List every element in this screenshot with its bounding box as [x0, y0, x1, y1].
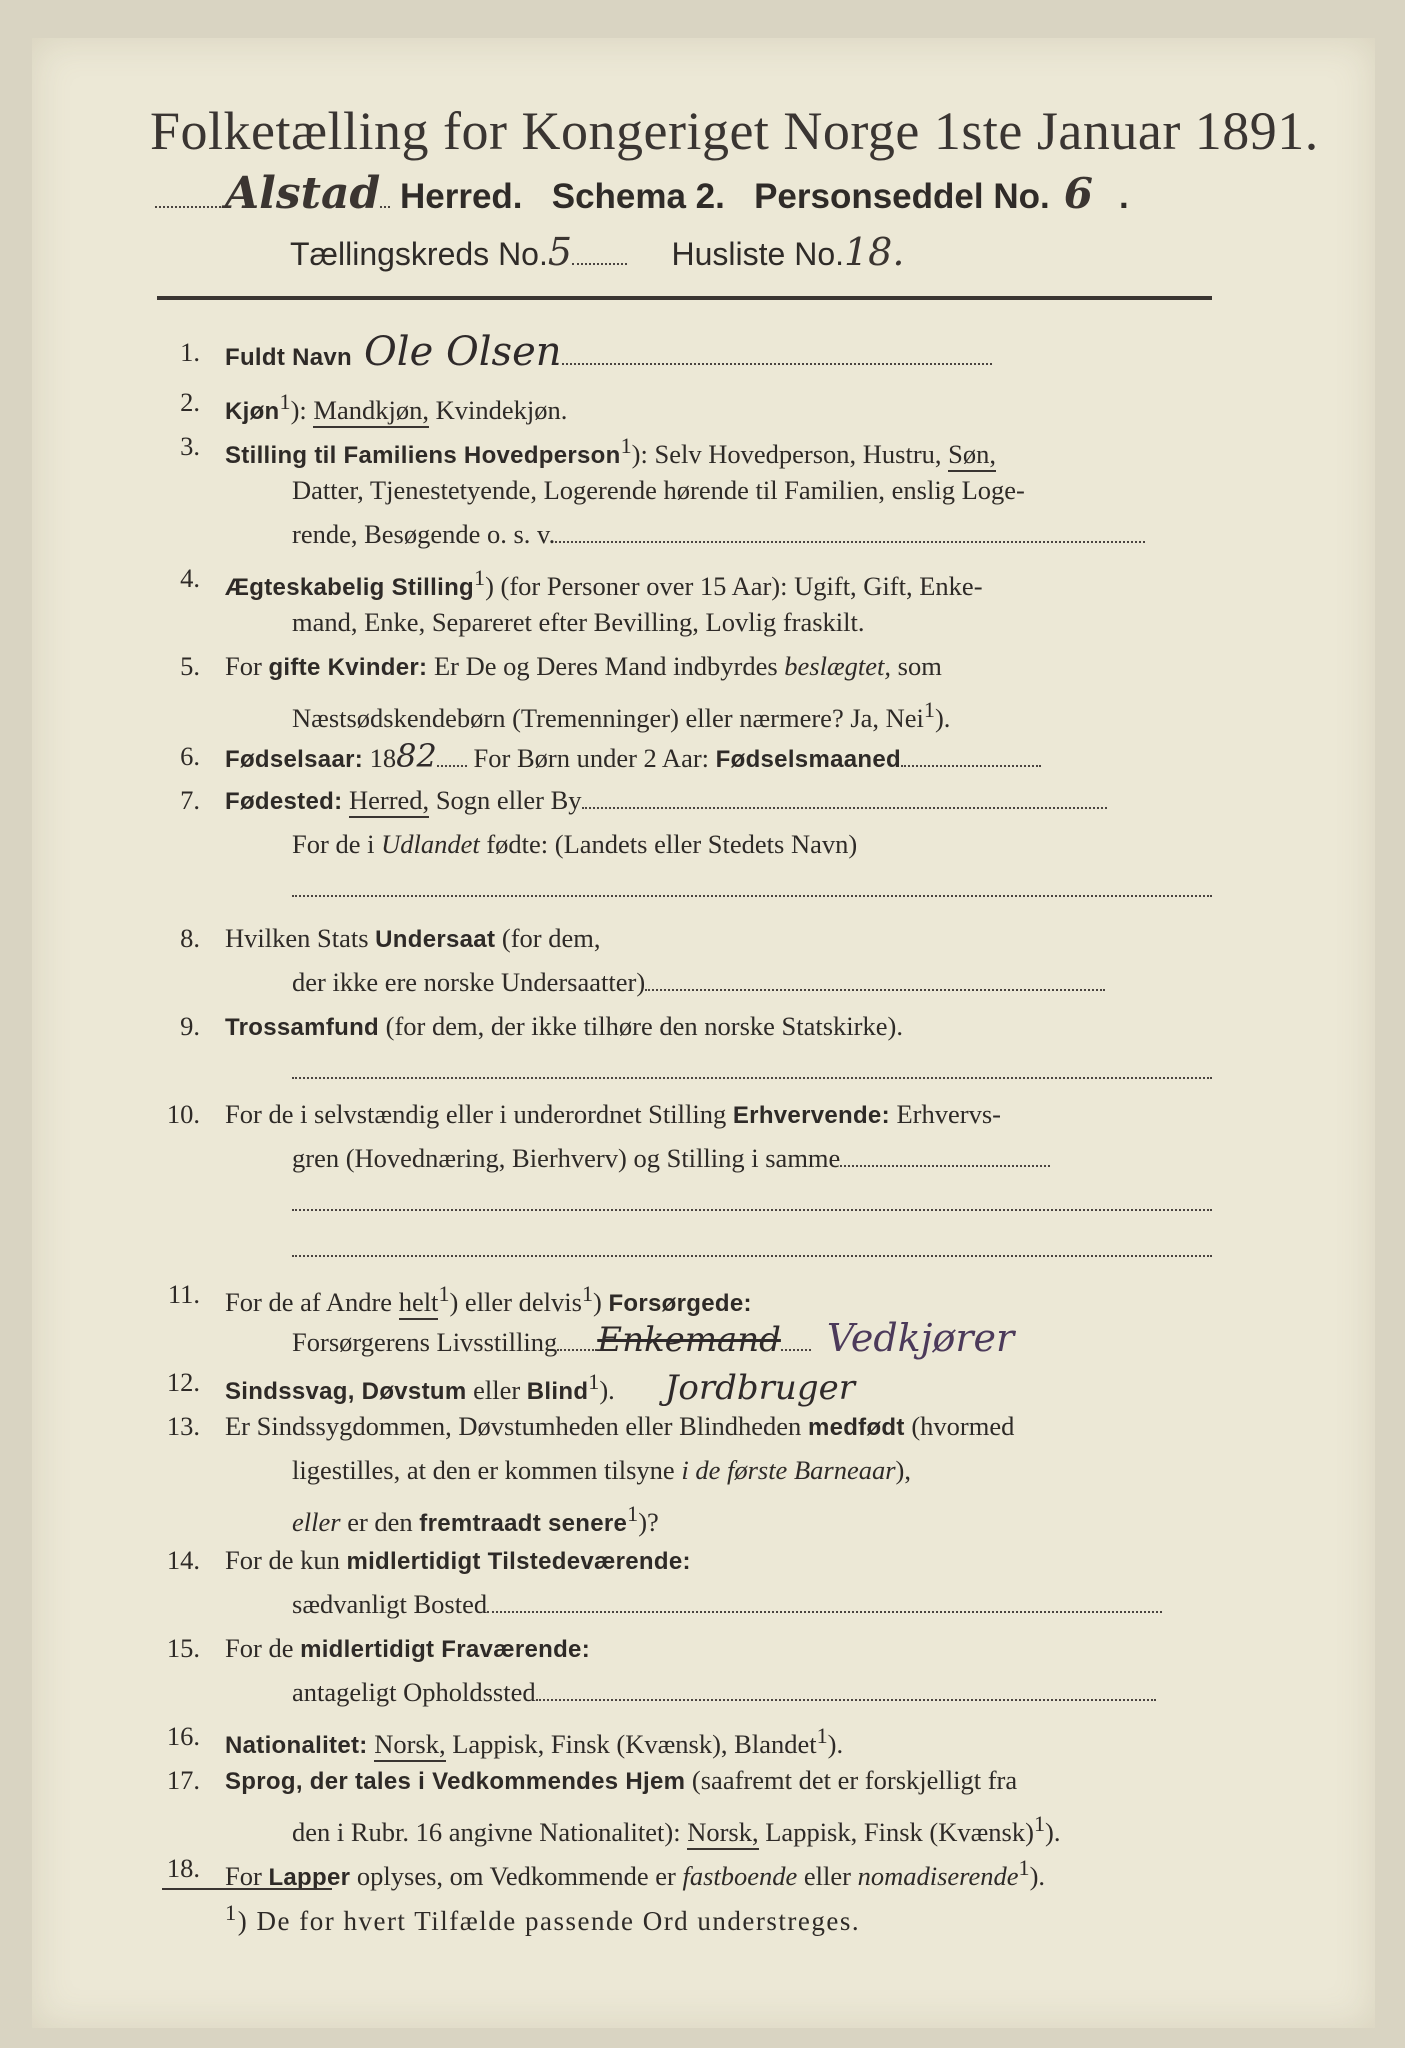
- footnote-rule: [162, 1888, 332, 1890]
- item-number: 11.: [167, 1279, 200, 1309]
- item-number: 13.: [166, 1411, 200, 1441]
- item-text: (for dem,: [495, 923, 601, 953]
- footnote-mark: 1: [620, 433, 632, 458]
- item-number: 1.: [180, 337, 200, 367]
- item-text: Er De og Deres Mand indbyrdes: [427, 651, 785, 681]
- item-label: midlertidigt Fraværende:: [300, 1636, 590, 1663]
- header-rule: [157, 296, 1212, 300]
- item-number: 10.: [166, 1099, 200, 1129]
- item-label: Fødselsaar:: [225, 746, 364, 773]
- dotted-fill: [901, 755, 1041, 767]
- item-number: 17.: [166, 1765, 200, 1795]
- dotted-fill: [292, 1245, 1212, 1257]
- item-text: For de kun: [225, 1545, 347, 1575]
- item-label: Trossamfund: [225, 1014, 379, 1041]
- option-underlined: Norsk,: [374, 1729, 445, 1762]
- item-text: Hvilken Stats: [225, 923, 376, 953]
- dotted-fill: [840, 1155, 1050, 1167]
- footnote-mark: 1: [279, 389, 291, 414]
- item-label: Sindssvag, Døvstum: [225, 1377, 467, 1405]
- dotted-fill: [781, 1339, 811, 1351]
- name-value: Ole Olsen: [364, 329, 562, 375]
- item-text: som: [891, 651, 942, 681]
- item-number: 16.: [166, 1721, 200, 1751]
- item-label: Stilling til Familiens Hovedperson: [225, 441, 621, 469]
- item-number: 15.: [166, 1633, 200, 1663]
- item-label: fremtraadt senere: [419, 1509, 628, 1537]
- item-text: der ikke ere norske Undersaatter): [292, 967, 646, 997]
- footnote: [225, 1900, 860, 1937]
- item-label: Fødselsmaaned: [715, 746, 901, 773]
- item-text: For Børn under 2 Aar:: [466, 743, 716, 773]
- item-text: Sogn eller By: [429, 785, 582, 815]
- item-text: (saafremt det er forskjelligt fra: [685, 1765, 1018, 1795]
- item-number: 18.: [166, 1853, 200, 1883]
- item-text: For: [225, 651, 269, 681]
- item-label: gifte Kvinder:: [268, 654, 428, 681]
- item-text: Er Sindssygdommen, Døvstumheden eller Blindheden: [225, 1411, 808, 1441]
- dotted-fill: [572, 263, 627, 265]
- footnote-mark: 1: [581, 1281, 593, 1306]
- herred-value: Alstad: [225, 168, 381, 219]
- item-text: For: [225, 1860, 269, 1891]
- birth-year-value: 82: [396, 737, 437, 775]
- dotted-fill: [437, 755, 467, 767]
- provider-occupation-value: Vedkjører: [826, 1316, 1015, 1360]
- dotted-fill: [292, 1199, 1212, 1211]
- option-underlined: Norsk,: [687, 1817, 758, 1850]
- item-text: ).: [827, 1728, 844, 1759]
- struck-value: Enkemand: [597, 1320, 781, 1360]
- item-text: Kvindekjøn.: [428, 394, 568, 425]
- item-number: 2.: [180, 387, 200, 417]
- option-underlined: Søn,: [948, 439, 996, 472]
- item-text: mand, Enke, Separeret efter Bevilling, Lovlig fraskilt.: [292, 607, 865, 637]
- item-text: fødte: (Landets eller Stedets Navn): [479, 829, 858, 859]
- footnote-mark: 1: [588, 1369, 600, 1394]
- item-italic: eller: [292, 1506, 341, 1537]
- item-text: er den: [340, 1506, 420, 1537]
- item-text: Forsørgerens Livsstilling: [292, 1327, 558, 1357]
- husliste-label: Husliste No.: [671, 236, 844, 272]
- dotted-fill: [645, 979, 1105, 991]
- herred-label: Herred.: [399, 177, 523, 216]
- dotted-fill: [557, 1339, 597, 1351]
- item-label: Fødested:: [225, 788, 343, 815]
- husliste-value: 18.: [844, 230, 905, 274]
- item-label: midlertidigt Tilstedeværende:: [346, 1548, 691, 1575]
- item-text: For de: [225, 1633, 301, 1663]
- item-text: ).: [934, 702, 951, 733]
- item-text: ).: [1045, 1816, 1061, 1847]
- dotted-fill: [292, 1067, 1212, 1079]
- header-line-kreds: [290, 230, 1190, 280]
- footnote-mark: 1: [1033, 1811, 1045, 1836]
- item-italic: i de første Barneaar: [681, 1455, 896, 1485]
- item-text: gren (Hovednæring, Bierhverv) og Stilling i samme: [292, 1143, 841, 1173]
- item-label: Nationalitet:: [225, 1731, 368, 1759]
- item-italic: beslægtet,: [784, 651, 891, 681]
- item-text: ligestilles, at den er kommen tilsyne: [292, 1455, 682, 1485]
- item-number: 7.: [180, 785, 200, 815]
- item-text: For de i: [292, 829, 382, 859]
- footnote-mark: 1: [1018, 1855, 1030, 1880]
- item-text: 18: [363, 743, 397, 773]
- item-text: Lappisk, Finsk (Kvænsk): [758, 1816, 1034, 1847]
- item-text: Næstsødskendebørn (Tremenninger) eller nærmere? Ja, Nei: [292, 702, 924, 733]
- item-italic: fastboende: [682, 1860, 798, 1891]
- item-text: sædvanligt Bosted: [292, 1589, 488, 1619]
- occupation-value: Jordbruger: [664, 1367, 855, 1408]
- item-text: ) eller delvis: [449, 1286, 582, 1317]
- dotted-fill: [292, 885, 1212, 897]
- item-text: eller: [466, 1374, 527, 1405]
- item-text: For de af Andre: [225, 1286, 399, 1317]
- dotted-fill: [487, 1601, 1162, 1613]
- item-text: ): [592, 1286, 609, 1317]
- item-number: 4.: [180, 563, 200, 593]
- item-text: den i Rubr. 16 angivne Nationalitet):: [292, 1816, 688, 1847]
- item-label: medfødt: [807, 1414, 905, 1441]
- footnote-mark: 1: [816, 1723, 828, 1748]
- item-number: 5.: [180, 651, 200, 681]
- item-text: :: [299, 394, 314, 425]
- item-text: rende, Besøgende o. s. v.: [292, 519, 556, 549]
- schema-label: Schema 2.: [551, 177, 725, 216]
- item-text: (for dem, der ikke tilhøre den norske Statskirke).: [379, 1011, 903, 1041]
- item-label: Erhvervende:: [732, 1102, 890, 1129]
- item-text: ) (for Personer over 15 Aar): Ugift, Gift, Enke-: [485, 570, 983, 601]
- item-number: 3.: [180, 431, 200, 461]
- personseddel-label: Personseddel No.: [754, 177, 1050, 216]
- item-label: Fuldt Navn: [225, 344, 352, 371]
- item-number: 14.: [166, 1545, 200, 1575]
- footnote-mark: 1: [438, 1281, 450, 1306]
- personseddel-value: 6: [1063, 169, 1093, 218]
- dotted-fill: [555, 531, 1145, 543]
- item-label: Sprog, der tales i Vedkommendes Hjem: [225, 1768, 686, 1795]
- item-label: Ægteskabelig Stilling: [225, 573, 475, 601]
- item-text: )?: [638, 1506, 659, 1537]
- dotted-fill: [155, 206, 225, 208]
- item-text: ),: [895, 1455, 911, 1485]
- kreds-value: 5: [547, 230, 573, 274]
- item-text: antageligt Opholdssted: [292, 1677, 536, 1707]
- item-label: Kjøn: [225, 397, 280, 425]
- item-text: ).: [599, 1374, 615, 1405]
- item-text: eller: [797, 1860, 858, 1891]
- header-line-herred: Alstad Herred. Schema 2. Personseddel No. 6 .: [155, 168, 1235, 228]
- footnote-mark: 1: [627, 1501, 639, 1526]
- item-text: Erhvervs-: [889, 1099, 1001, 1129]
- dotted-fill: [582, 797, 1107, 809]
- item-number: 12.: [166, 1367, 200, 1397]
- option-underlined: Herred,: [349, 785, 429, 818]
- item-number: 6.: [180, 741, 200, 771]
- item-label: Forsørgede:: [608, 1289, 752, 1317]
- item-label: Blind: [526, 1377, 589, 1405]
- footnote-mark: 1: [923, 697, 935, 722]
- form-title: Folketælling for Kongeriget Norge 1ste Januar 1891.: [150, 101, 1319, 161]
- footnote-mark: 1: [474, 565, 486, 590]
- dotted-fill: [380, 206, 390, 208]
- footnote-mark: 1: [225, 1900, 238, 1925]
- item-text: For de i selvstændig eller i underordnet Stilling: [225, 1099, 733, 1129]
- item-text: ).: [1029, 1860, 1046, 1891]
- item-text: ): Selv Hovedperson, Hustru,: [631, 438, 949, 469]
- item-number: 9.: [180, 1011, 200, 1041]
- item-italic: nomadiserende: [857, 1860, 1019, 1891]
- item-text: oplyses, om Vedkommende er: [350, 1860, 683, 1891]
- item-italic: Udlandet: [381, 829, 480, 859]
- footnote-text: ) De for hvert Tilfælde passende Ord understreges.: [237, 1906, 861, 1936]
- option-underlined: Mandkjøn,: [313, 395, 429, 428]
- item-text: Lappisk, Finsk (Kvænsk), Blandet: [445, 1728, 817, 1759]
- option-underlined: helt: [399, 1287, 439, 1320]
- item-text: (hvormed: [904, 1411, 1015, 1441]
- item-label: Undersaat: [375, 926, 496, 953]
- kreds-label: Tællingskreds No.: [290, 236, 548, 272]
- item-number: 8.: [180, 923, 200, 953]
- dotted-fill: [536, 1689, 1156, 1701]
- item-text: Datter, Tjenestetyende, Logerende hørende til Familien, enslig Loge-: [292, 475, 1025, 505]
- dotted-fill: [562, 353, 992, 365]
- item-label: Lapper: [268, 1863, 351, 1891]
